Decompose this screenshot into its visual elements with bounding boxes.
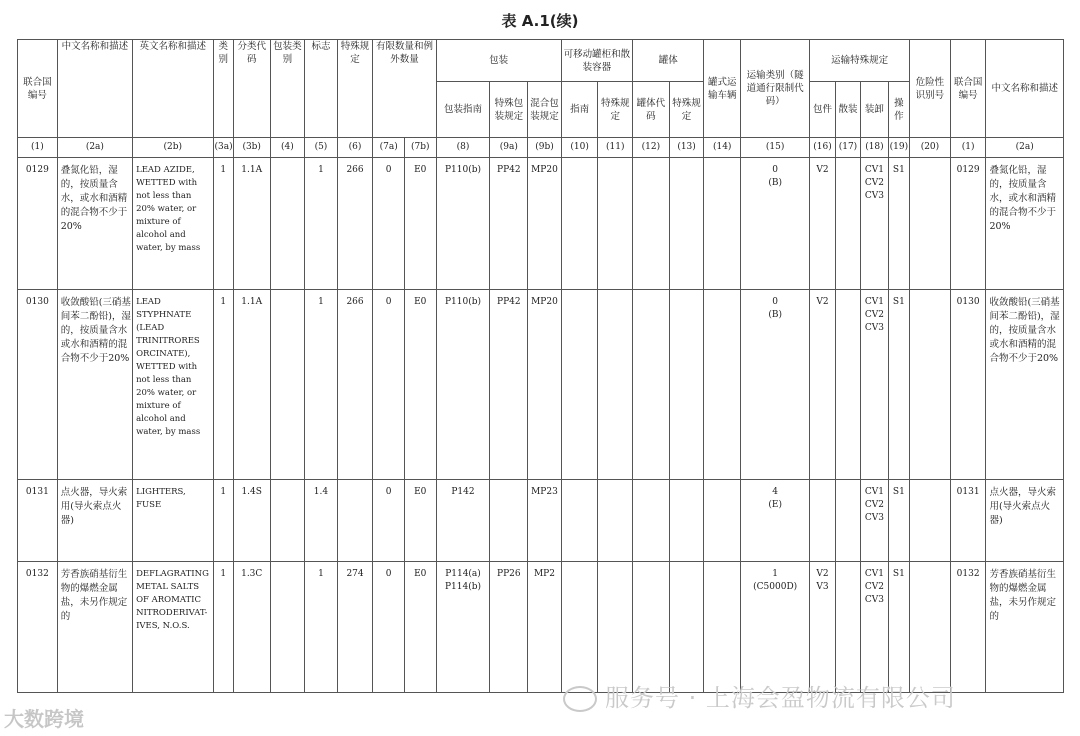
- cell-cn: 点火器，导火索用(导火索点火器): [57, 480, 132, 562]
- header-special-transport: 运输特殊规定: [810, 40, 910, 82]
- cell-eq: E0: [404, 158, 436, 290]
- cell-cn: 收敛酸铅(三硝基间苯二酚铅)，湿的，按质量含水或水和酒精的混合物不少于20%: [57, 290, 132, 480]
- cell-pg: [270, 562, 305, 693]
- cell-cv: [861, 562, 888, 693]
- table-title: 表 A.1(续): [501, 12, 579, 30]
- column-number: (2a): [57, 138, 132, 158]
- header-en-name: 英文名称和描述: [133, 40, 213, 138]
- cell-spp: [490, 480, 528, 562]
- column-number: (6): [337, 138, 373, 158]
- column-number: (1): [18, 138, 58, 158]
- cell-item: CV1: [864, 487, 884, 497]
- cell-tunnel: (B): [768, 310, 782, 320]
- cell-e13: [669, 562, 704, 693]
- cell-tc: 0: [772, 165, 779, 175]
- header-packing-group: 包装类别: [270, 40, 305, 138]
- header-tanks: 罐体: [633, 40, 704, 82]
- cell-item: CV2: [864, 310, 884, 320]
- cell-code: 1.1A: [233, 290, 270, 480]
- cell-sp: 274: [337, 562, 373, 693]
- cell-pkg: [810, 158, 835, 290]
- cell-lq: 0: [373, 290, 405, 480]
- table-row: [18, 290, 1064, 480]
- cell-sp: 266: [337, 158, 373, 290]
- column-number: (4): [270, 138, 305, 158]
- column-number-row: [18, 138, 1064, 158]
- column-number: (7b): [404, 138, 436, 158]
- corner-logo: 大数跨境: [4, 707, 84, 731]
- cell-item: CV3: [864, 323, 884, 333]
- header-packaging: 包装: [436, 40, 561, 82]
- cell-spp: PP26: [490, 562, 528, 693]
- cell-e14: [704, 562, 741, 693]
- column-number: (15): [741, 138, 810, 158]
- cell-e13: [669, 158, 704, 290]
- cell-e10: [561, 290, 598, 480]
- cell-mp: MP23: [528, 480, 562, 562]
- column-number: (3a): [213, 138, 233, 158]
- cell-tunnel: (B): [768, 178, 782, 188]
- cell-item: CV3: [864, 513, 884, 523]
- cell-e10: [561, 562, 598, 693]
- header-tank-code: 罐体代码: [633, 82, 670, 138]
- cell-e17: [835, 290, 860, 480]
- header-pt-special: 特殊规定: [598, 82, 633, 138]
- cell-tc: 1: [772, 569, 779, 579]
- cell-item: CV2: [864, 500, 884, 510]
- column-number: (17): [835, 138, 860, 158]
- cell-un: 0130: [18, 290, 58, 480]
- table-row: [18, 562, 1064, 693]
- watermark: [563, 678, 956, 713]
- cell-e12: [633, 480, 670, 562]
- cell-e13: [669, 290, 704, 480]
- cell-lq: 0: [373, 480, 405, 562]
- header-vehicle-tank: 罐式运输车辆: [704, 40, 741, 138]
- header-transport-category: 运输类别（隧道通行限制代码）: [741, 40, 810, 138]
- cell-tc: 4: [772, 487, 779, 497]
- header-pt-instructions: 指南: [561, 82, 598, 138]
- cell-tc: [741, 158, 810, 290]
- cell-en: LEAD STYPHNATE (LEAD TRINITRORES ORCINATE), WETTED with not less than 20% water, or mixture of alcohol and water, by mass: [133, 290, 213, 480]
- cell-pkg: [810, 480, 835, 562]
- cell-tc: [741, 480, 810, 562]
- cell-cls: 1: [213, 158, 233, 290]
- cell-item: CV1: [864, 569, 884, 579]
- cell-item: CV1: [864, 297, 884, 307]
- cell-e17: [835, 562, 860, 693]
- cell-item: P114(a): [445, 569, 481, 579]
- header-packages: 包件: [810, 82, 835, 138]
- cell-un: 0130: [950, 290, 986, 480]
- cell-e11: [598, 158, 633, 290]
- cell-tc: [741, 562, 810, 693]
- header-tank-special: 特殊规定: [669, 82, 704, 138]
- column-number: (1): [950, 138, 986, 158]
- cell-e10: [561, 158, 598, 290]
- watermark-text: 服务号 · 上海会盈物流有限公司: [605, 684, 956, 712]
- cell-cn: 叠氮化铅，湿的，按质量含水，或水和酒精的混合物不少于20%: [57, 158, 132, 290]
- column-number: (8): [436, 138, 490, 158]
- cell-item: CV3: [864, 191, 884, 201]
- cell-un: 0129: [950, 158, 986, 290]
- cell-lq: 0: [373, 158, 405, 290]
- cell-un: 0131: [950, 480, 986, 562]
- column-number: (2b): [133, 138, 213, 158]
- cell-cls: 1: [213, 480, 233, 562]
- cell-e17: [835, 480, 860, 562]
- cell-pg: [270, 290, 305, 480]
- cell-code: 1.4S: [233, 480, 270, 562]
- column-number: (9b): [528, 138, 562, 158]
- cell-spp: PP42: [490, 158, 528, 290]
- cell-eq: E0: [404, 290, 436, 480]
- header-loading: 装卸: [861, 82, 888, 138]
- cell-item: P110(b): [444, 297, 482, 307]
- cell-e11: [598, 480, 633, 562]
- header-packing-instructions: 包装指南: [436, 82, 490, 138]
- cell-en: LEAD AZIDE, WETTED with not less than 20% water, or mixture of alcohol and water, by mass: [133, 158, 213, 290]
- cell-item: P110(b): [444, 165, 482, 175]
- cell-en: DEFLAGRATING METAL SALTS OF AROMATIC NITRODERIVAT-IVES, N.O.S.: [133, 562, 213, 693]
- column-number: (5): [305, 138, 338, 158]
- header-portable-tanks: 可移动罐柜和散装容器: [561, 40, 632, 82]
- cell-e20: [910, 158, 951, 290]
- cell-mp: MP20: [528, 290, 562, 480]
- column-number: (2a): [986, 138, 1064, 158]
- cell-spp: PP42: [490, 290, 528, 480]
- cell-cnr: 收敛酸铅(三硝基间苯二酚铅)，湿的，按质量含水或水和酒精的混合物不少于20%: [986, 290, 1064, 480]
- dangerous-goods-table: [17, 39, 1064, 693]
- header-class-code: 分类代码: [233, 40, 270, 138]
- cell-cls: 1: [213, 290, 233, 480]
- cell-pi: [436, 290, 490, 480]
- cell-mp: MP2: [528, 562, 562, 693]
- column-number: (18): [861, 138, 888, 158]
- cell-tunnel: (C5000D): [753, 582, 798, 592]
- column-number: (14): [704, 138, 741, 158]
- cell-item: V2: [816, 165, 829, 175]
- cell-e13: [669, 480, 704, 562]
- cell-un: 0131: [18, 480, 58, 562]
- table-body: [18, 158, 1064, 693]
- cell-s: S1: [888, 480, 909, 562]
- column-number: (3b): [233, 138, 270, 158]
- column-number: (19): [888, 138, 909, 158]
- cell-label: 1: [305, 562, 338, 693]
- column-number: (12): [633, 138, 670, 158]
- cell-code: 1.3C: [233, 562, 270, 693]
- cell-cv: [861, 480, 888, 562]
- cell-e12: [633, 290, 670, 480]
- cell-s: S1: [888, 290, 909, 480]
- column-number: (20): [910, 138, 951, 158]
- cell-item: CV3: [864, 595, 884, 605]
- cell-e20: [910, 290, 951, 480]
- cell-item: V2: [816, 569, 829, 579]
- cell-item: P114(b): [444, 582, 482, 592]
- wechat-icon: [563, 686, 597, 712]
- cell-cv: [861, 290, 888, 480]
- column-number: (13): [669, 138, 704, 158]
- cell-un: 0132: [18, 562, 58, 693]
- cell-e14: [704, 290, 741, 480]
- cell-pi: [436, 158, 490, 290]
- cell-e17: [835, 158, 860, 290]
- header-un-no-right: 联合国编号: [950, 40, 986, 138]
- cell-item: CV1: [864, 165, 884, 175]
- cell-pi: [436, 480, 490, 562]
- header-hazard-id: 危险性识别号: [910, 40, 951, 138]
- cell-e11: [598, 290, 633, 480]
- header-cn-name: 中文名称和描述: [57, 40, 132, 138]
- cell-sp: [337, 480, 373, 562]
- header-mixed-packing: 混合包装规定: [528, 82, 562, 138]
- cell-mp: MP20: [528, 158, 562, 290]
- cell-cnr: 叠氮化铅，湿的，按质量含水，或水和酒精的混合物不少于20%: [986, 158, 1064, 290]
- header-labels: 标志: [305, 40, 338, 138]
- cell-item: CV2: [864, 582, 884, 592]
- cell-item: V3: [816, 582, 829, 592]
- cell-sp: 266: [337, 290, 373, 480]
- cell-tc: [741, 290, 810, 480]
- column-number: (10): [561, 138, 598, 158]
- cell-item: V2: [816, 297, 829, 307]
- cell-e14: [704, 480, 741, 562]
- header-un-no: 联合国编号: [18, 40, 58, 138]
- cell-label: 1.4: [305, 480, 338, 562]
- header-bulk: 散装: [835, 82, 860, 138]
- cell-pi: [436, 562, 490, 693]
- cell-un: 0132: [950, 562, 986, 693]
- header-special-packing: 特殊包装规定: [490, 82, 528, 138]
- cell-item: P142: [451, 487, 475, 497]
- cell-e12: [633, 158, 670, 290]
- cell-e20: [910, 562, 951, 693]
- cell-e10: [561, 480, 598, 562]
- cell-s: S1: [888, 562, 909, 693]
- table-row: [18, 480, 1064, 562]
- cell-lq: 0: [373, 562, 405, 693]
- cell-e11: [598, 562, 633, 693]
- cell-pkg: [810, 290, 835, 480]
- column-number: (11): [598, 138, 633, 158]
- cell-tc: 0: [772, 297, 779, 307]
- cell-e14: [704, 158, 741, 290]
- cell-cnr: 芳香族硝基衍生物的爆燃金属盐，未另作规定的: [986, 562, 1064, 693]
- column-number: (9a): [490, 138, 528, 158]
- cell-cls: 1: [213, 562, 233, 693]
- cell-code: 1.1A: [233, 158, 270, 290]
- cell-e12: [633, 562, 670, 693]
- cell-pg: [270, 480, 305, 562]
- column-number: (16): [810, 138, 835, 158]
- cell-cnr: 点火器，导火索用(导火索点火器): [986, 480, 1064, 562]
- header-class: 类别: [213, 40, 233, 138]
- header-cn-name-right: 中文名称和描述: [986, 40, 1064, 138]
- cell-cn: 芳香族硝基衍生物的爆燃金属盐，未另作规定的: [57, 562, 132, 693]
- cell-tunnel: (E): [768, 500, 782, 510]
- cell-label: 1: [305, 158, 338, 290]
- header-special-provisions: 特殊规定: [337, 40, 373, 138]
- header-operation: 操作: [888, 82, 909, 138]
- cell-cv: [861, 158, 888, 290]
- cell-eq: E0: [404, 480, 436, 562]
- cell-e20: [910, 480, 951, 562]
- cell-item: CV2: [864, 178, 884, 188]
- cell-pkg: [810, 562, 835, 693]
- cell-eq: E0: [404, 562, 436, 693]
- table-row: [18, 158, 1064, 290]
- cell-un: 0129: [18, 158, 58, 290]
- column-number: (7a): [373, 138, 405, 158]
- cell-label: 1: [305, 290, 338, 480]
- cell-pg: [270, 158, 305, 290]
- cell-en: LIGHTERS, FUSE: [133, 480, 213, 562]
- header-limited-excepted: 有限数量和例外数量: [373, 40, 436, 138]
- cell-s: S1: [888, 158, 909, 290]
